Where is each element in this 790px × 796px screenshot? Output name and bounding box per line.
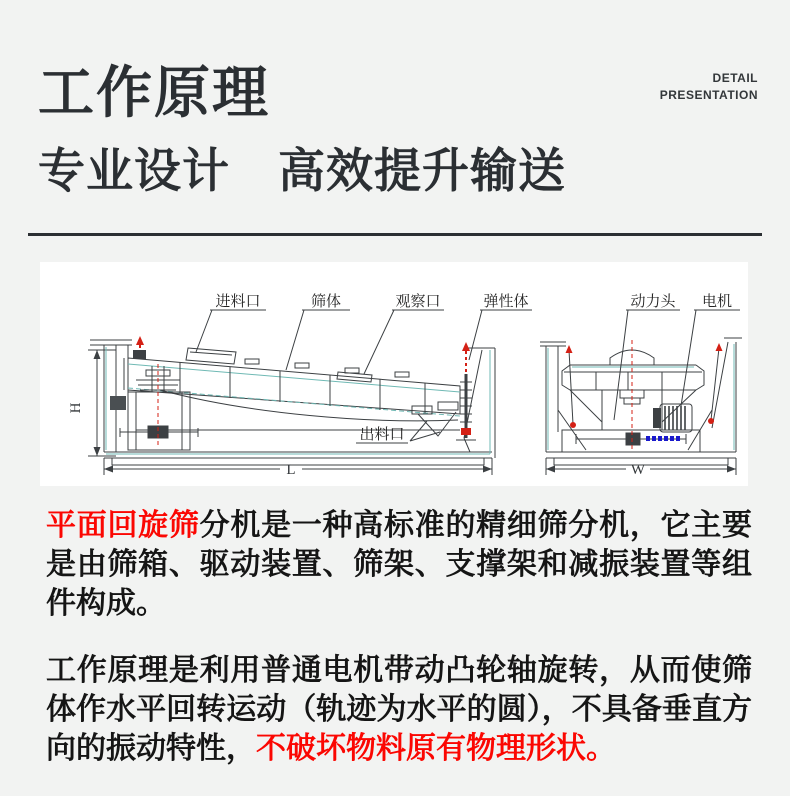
elastic-body-part: [456, 342, 476, 440]
principle-highlight: 不破坏物料原有物理形状。: [256, 732, 616, 765]
corner-caption-line1: DETAIL: [712, 71, 758, 85]
callout-feed-inlet: [196, 293, 266, 352]
callout-motor: [681, 292, 740, 406]
callout-screen-body: [286, 293, 350, 370]
machine-drawing: [40, 262, 748, 486]
elastic-body-label: 弹性体: [483, 293, 529, 310]
feed-inlet-label: 进料口: [215, 293, 261, 310]
intro-highlight: 平面回旋筛: [46, 509, 200, 542]
principle-body: 工作原理是利用普通电机带动凸轮轴旋转，从而使筛体作水平回转运动（轨迹为水平的圆），不具备垂直方向的振动特性，: [46, 654, 752, 765]
dim-w-label: W: [630, 462, 646, 478]
end-base: [562, 430, 700, 452]
divider-rule: [28, 233, 762, 236]
motor-part: [653, 404, 692, 432]
frame-base: [104, 452, 492, 465]
page-subtitle: 专业设计 高效提升输送: [38, 144, 566, 197]
power-head-label: 动力头: [630, 293, 676, 310]
end-view: [540, 338, 742, 475]
frame-right-wall: [464, 348, 495, 458]
discharge-outlet-label: 出料口: [359, 426, 405, 443]
intro-paragraph: [46, 506, 752, 623]
description-text: [46, 506, 752, 796]
callout-elastic-body: [469, 293, 532, 360]
corner-caption: [660, 70, 758, 104]
left-spring-part: [133, 336, 146, 360]
dim-h-label: H: [68, 402, 84, 414]
end-deck: [562, 350, 704, 390]
dimension-l: [104, 458, 492, 475]
dim-l-label: L: [286, 462, 296, 478]
end-frame: [540, 338, 742, 465]
drive-pedestal-part: [110, 364, 198, 450]
screen-body-label: 筛体: [310, 293, 342, 310]
side-view: [88, 336, 495, 475]
technical-diagram: [40, 262, 748, 486]
screen-body-part: [124, 358, 460, 430]
observation-port-label: 观察口: [395, 293, 441, 310]
motor-label: 电机: [701, 293, 733, 310]
corner-caption-line2: PRESENTATION: [659, 88, 758, 102]
intro-body: 分机是一种高标准的精细筛分机，它主要是由筛箱、驱动装置、筛架、支撑架和减振装置等组件构成。: [46, 509, 753, 620]
page-title: 工作原理: [38, 61, 270, 124]
principle-paragraph: [46, 651, 752, 768]
feed-inlet-part: [186, 348, 236, 364]
callout-observation-port: [364, 293, 444, 374]
